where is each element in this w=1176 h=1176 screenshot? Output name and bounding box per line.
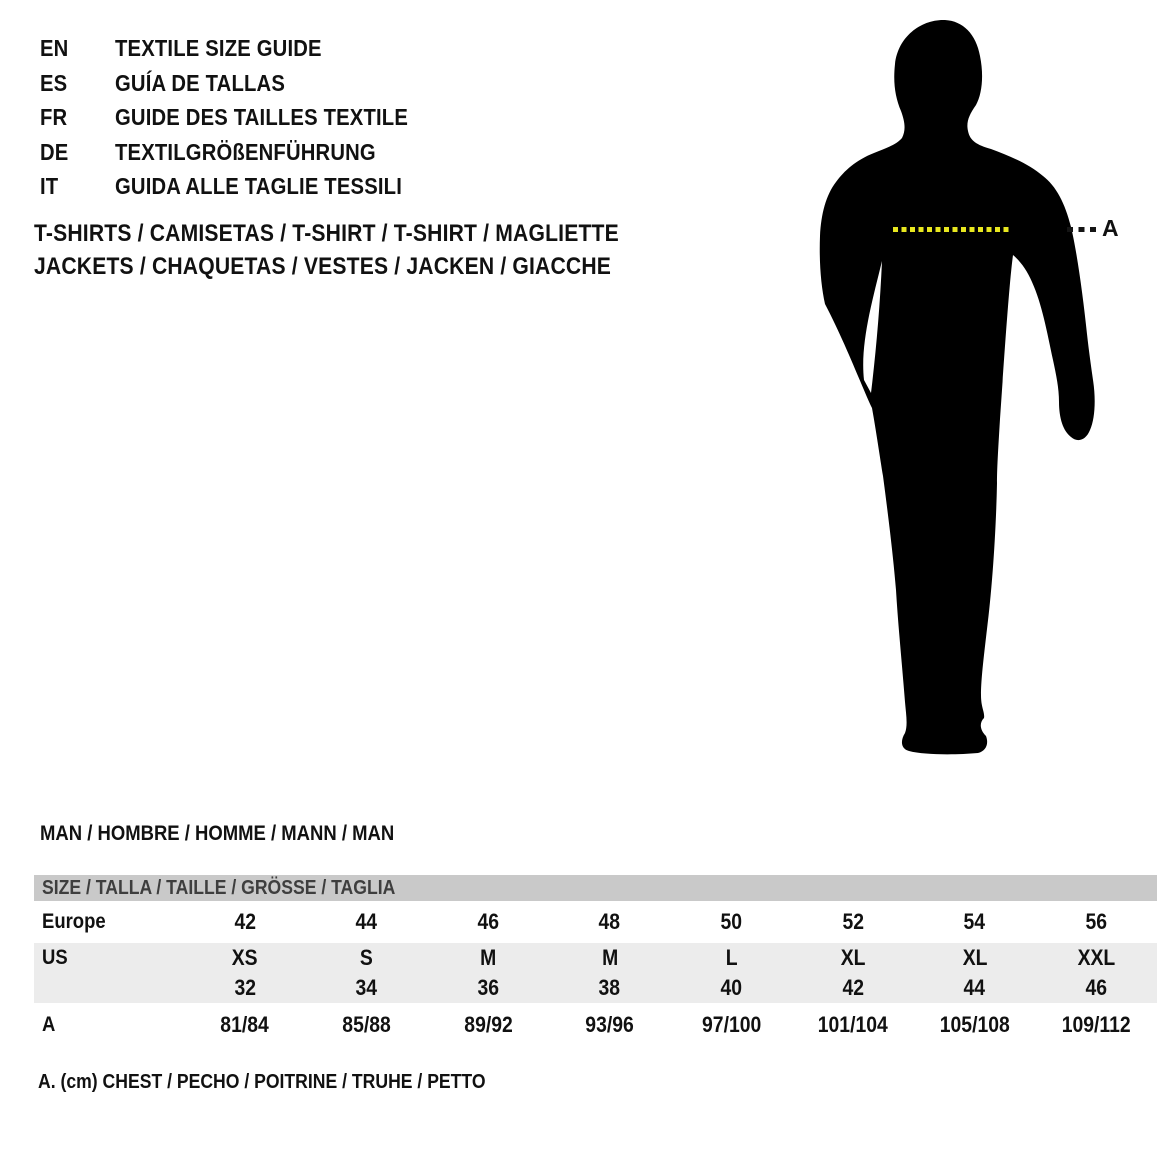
size-table-header: SIZE / TALLA / TAILLE / GRÖSSE / TAGLIA — [42, 877, 396, 899]
table-cell: 56 — [1085, 909, 1107, 934]
table-cell: 50 — [720, 909, 743, 934]
table-row-us — [34, 943, 1157, 973]
language-row-en — [40, 31, 448, 66]
category-line-tshirts: T-SHIRTS / CAMISETAS / T-SHIRT / T-SHIRT / MAGLIETTE — [34, 220, 619, 247]
table-cell: 52 — [842, 909, 864, 934]
table-cell: 46 — [477, 909, 499, 934]
table-cell: XXL — [1077, 945, 1116, 970]
table-cell: 89/92 — [463, 1012, 513, 1037]
table-cell: M — [479, 945, 497, 970]
table-cell: 81/84 — [220, 1012, 270, 1037]
table-cell: 44 — [963, 975, 986, 1000]
table-cell: L — [725, 945, 738, 970]
language-row-es — [40, 66, 448, 101]
table-cell: XL — [840, 945, 866, 970]
table-cell: S — [359, 945, 373, 970]
table-cell: 101/104 — [817, 1012, 888, 1037]
table-row-numeric — [34, 973, 1157, 1003]
table-cell: 34 — [355, 975, 378, 1000]
table-cell: 105/108 — [939, 1012, 1010, 1037]
man-silhouette-figure — [808, 14, 1126, 764]
language-label: GUIDA ALLE TAGLIE TESSILI — [115, 173, 403, 199]
chest-measure-dotted-line — [893, 227, 1012, 232]
table-cell: 42 — [842, 975, 864, 1000]
table-cell: 48 — [598, 909, 621, 934]
table-row-europe — [34, 901, 1157, 943]
language-label: TEXTILGRÖßENFÜHRUNG — [115, 138, 376, 165]
size-table — [34, 875, 1157, 1047]
table-cell: 54 — [963, 909, 986, 934]
language-code: FR — [40, 104, 68, 130]
product-categories — [34, 217, 699, 283]
table-cell: 32 — [234, 975, 256, 1000]
language-row-fr — [40, 100, 448, 135]
table-cell: 36 — [477, 975, 499, 1000]
language-code: DE — [40, 138, 69, 165]
language-list — [40, 31, 448, 204]
table-cell: 42 — [234, 909, 256, 934]
language-label: TEXTILE SIZE GUIDE — [115, 35, 322, 61]
table-cell: XL — [962, 945, 987, 970]
table-cell: 40 — [720, 975, 743, 1000]
footnote-chest-legend: A. (cm) CHEST / PECHO / POITRINE / TRUHE / PETTO — [38, 1071, 486, 1093]
man-silhouette-svg — [808, 14, 1126, 764]
table-cell: 93/96 — [585, 1012, 634, 1037]
row-label: Europe — [42, 910, 106, 933]
language-code: IT — [40, 173, 59, 199]
table-cell: XS — [231, 945, 258, 970]
table-cell: 85/88 — [342, 1012, 391, 1037]
measure-extension-dotted-line — [1067, 227, 1100, 232]
language-code: ES — [40, 69, 68, 96]
table-cell: 46 — [1085, 975, 1107, 1000]
section-title-man: MAN / HOMBRE / HOMME / MANN / MAN — [40, 822, 395, 845]
language-label: GUIDE DES TAILLES TEXTILE — [115, 104, 409, 130]
row-label: US — [42, 946, 68, 969]
table-cell: 97/100 — [701, 1012, 761, 1037]
language-row-it — [40, 169, 448, 204]
table-cell: 44 — [355, 909, 378, 934]
table-cell: M — [601, 945, 618, 970]
row-label: A — [42, 1013, 56, 1036]
language-code: EN — [40, 35, 69, 61]
table-row-chest-a — [34, 1003, 1157, 1047]
table-cell: 109/112 — [1061, 1012, 1131, 1037]
table-cell: 38 — [598, 975, 621, 1000]
language-row-de — [40, 135, 448, 170]
category-line-jackets: JACKETS / CHAQUETAS / VESTES / JACKEN / GIACCHE — [34, 253, 612, 280]
measure-label-a: A — [1102, 215, 1119, 241]
language-label: GUÍA DE TALLAS — [115, 69, 286, 96]
